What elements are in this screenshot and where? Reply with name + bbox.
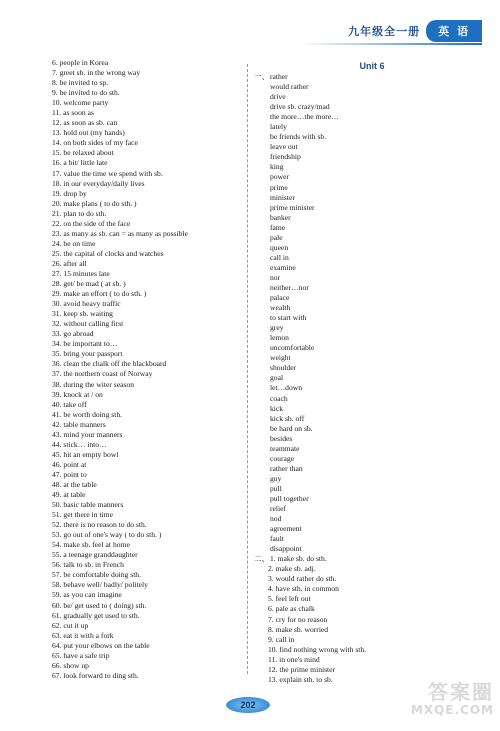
phrase-item: 54. make sb. feel at home <box>52 540 130 550</box>
phrase-item: 16. a bit/ little late <box>52 158 108 168</box>
phrase-item: 55. a teenage granddaughter <box>52 550 138 560</box>
phrase-item: 32. without calling first <box>52 319 124 329</box>
phrase-item: 51. get there in time <box>52 510 113 520</box>
word-item: grey <box>270 323 284 333</box>
word-item: rather than <box>270 463 303 473</box>
phrase-item: 13. hold out (my hands) <box>52 128 125 138</box>
phrase-item: 45. hit an empty bowl <box>52 449 119 459</box>
phrase-item: 4. have sth. in common <box>268 584 339 594</box>
word-item: pull <box>270 483 282 493</box>
word-item: kick <box>270 403 284 413</box>
phrase-item: 29. make an effort ( to do sth. ) <box>52 289 147 299</box>
word-item: friendship <box>270 152 301 162</box>
word-item: drive <box>270 92 286 102</box>
phrase-item: 37. the northern coast of Norway <box>52 369 153 379</box>
word-item: palace <box>270 293 290 303</box>
phrase-item: 60. be/ get used to ( doing) sth. <box>52 600 147 610</box>
phrase-item: 22. on the side of the face <box>52 218 131 228</box>
word-item: minister <box>270 192 295 202</box>
phrase-item: 33. go abroad <box>52 329 94 339</box>
phrase-item: 30. avoid heavy traffic <box>52 299 121 309</box>
phrase-item: 57. be comfortable doing sth. <box>52 570 141 580</box>
phrase-item: 12. the prime minister <box>268 664 336 674</box>
word-item: be friends with sb. <box>270 132 327 142</box>
phrase-item: 52. there is no reason to do sth. <box>52 520 147 530</box>
word-item: lately <box>270 122 287 132</box>
phrase-item: 36. clean the chalk off the blackboard <box>52 359 167 369</box>
word-item: the more…the more… <box>270 112 339 122</box>
word-item: prime <box>270 182 288 192</box>
phrase-item: 59. as you can imagine <box>52 590 122 600</box>
section-one-first <box>254 72 454 82</box>
word-item: to start with <box>270 313 307 323</box>
word-item: disappoint <box>270 544 302 554</box>
word-item: would rather <box>270 82 309 92</box>
word-item: nor <box>270 272 281 282</box>
page-number: 202 <box>226 697 270 713</box>
right-column <box>254 60 454 685</box>
phrase-item: 42. table manners <box>52 419 106 429</box>
phrase-item: 15. be relaxed about <box>52 148 114 158</box>
phrase-item: 35. bring your passport <box>52 349 123 359</box>
phrase-item: 14. on both sides of my face <box>52 138 138 148</box>
section-two-first-item: 1. make sb. do sth. <box>270 554 327 564</box>
phrase-item: 11. in one's mind <box>268 654 320 664</box>
section-two-mark: 二、 <box>254 554 270 564</box>
word-item: pull together <box>270 493 309 503</box>
section-two-first <box>254 554 454 564</box>
phrase-item: 13. explain sth. to sb. <box>268 674 333 684</box>
header-divider <box>300 43 482 45</box>
phrase-item: 67. look forward to ding sth. <box>52 670 139 680</box>
phrase-item: 25. the capital of clocks and watches <box>52 248 164 258</box>
book-title: 九年级全一册 <box>348 25 421 38</box>
watermark-bottom: MXQE.COM <box>410 703 494 717</box>
watermark-top: 答案圈 <box>428 680 494 704</box>
phrase-item: 12. as soon as sb. can <box>52 118 118 128</box>
word-item: besides <box>270 433 293 443</box>
section-one-first-word: rather <box>270 72 288 81</box>
phrase-item: 31. keep sb. waiting <box>52 309 113 319</box>
phrase-item: 18. in our everyday/daily lives <box>52 178 145 188</box>
phrase-item: 28. get/ be mad ( at sb. ) <box>52 279 126 289</box>
phrase-item: 26. after all <box>52 258 87 268</box>
phrase-item: 5. feel left out <box>268 594 311 604</box>
word-item: king <box>270 162 284 172</box>
word-item: uncomfortable <box>270 343 315 353</box>
phrase-item: 7. cry for no reason <box>268 614 328 624</box>
phrase-item: 66. show up <box>52 660 89 670</box>
phrase-item: 21. plan to do sth. <box>52 208 107 218</box>
word-item: prime minister <box>270 202 315 212</box>
watermark-logo <box>408 681 494 723</box>
unit-title: Unit 6 <box>359 61 385 71</box>
phrase-item: 38. during the witer season <box>52 379 135 389</box>
word-item: call in <box>270 252 289 262</box>
phrase-item: 20. make plans ( to do sth. ) <box>52 198 137 208</box>
word-item: drive sb. crazy/mad <box>270 102 330 112</box>
page-header <box>348 20 482 42</box>
phrase-item: 56. talk to sb. in French <box>52 560 124 570</box>
word-item: wealth <box>270 303 291 313</box>
phrase-item: 49. at table <box>52 490 86 500</box>
phrase-item: 63. eat it with a fork <box>52 630 114 640</box>
phrase-item: 17. value the time we spend with sb. <box>52 168 163 178</box>
word-item: leave out <box>270 142 298 152</box>
phrase-item: 9. call in <box>268 634 295 644</box>
section-one-mark: 一、 <box>254 72 270 81</box>
phrase-item: 47. point to <box>52 469 87 479</box>
section-two-list <box>254 564 454 685</box>
word-item: guy <box>270 473 282 483</box>
phrase-item: 61. gradually get used to sth. <box>52 610 140 620</box>
phrase-item: 50. basic table manners <box>52 500 124 510</box>
phrase-item: 40. take off <box>52 399 87 409</box>
word-item: let…down <box>270 383 303 393</box>
word-item: pale <box>270 232 283 242</box>
phrase-item: 62. cut it up <box>52 620 89 630</box>
word-item: neither…nor <box>270 282 309 292</box>
phrase-item: 23. as many as sb. can = as many as possible <box>52 228 188 238</box>
phrase-item: 41. be worth doing sth. <box>52 409 123 419</box>
word-item: queen <box>270 242 289 252</box>
word-item: coach <box>270 393 288 403</box>
section-one-list <box>254 82 454 554</box>
subject-badge: 英 语 <box>426 20 482 42</box>
word-item: banker <box>270 212 291 222</box>
phrase-item: 65. have a safe trip <box>52 650 110 660</box>
word-item: nod <box>270 514 282 524</box>
word-item: fame <box>270 222 286 232</box>
phrase-item: 43. mind your manners <box>52 429 123 439</box>
phrase-item: 10. find nothing wrong with sth. <box>268 644 367 654</box>
phrase-item: 46. point at <box>52 459 87 469</box>
phrase-item: 24. be on time <box>52 238 96 248</box>
column-divider <box>247 64 248 674</box>
phrase-item: 34. be important to… <box>52 339 118 349</box>
phrase-item: 58. behave well/ badly/ politely <box>52 580 148 590</box>
word-item: teammate <box>270 443 300 453</box>
word-item: weight <box>270 353 291 363</box>
word-item: examine <box>270 262 296 272</box>
left-column <box>52 58 242 681</box>
phrase-item: 53. go out of one's way ( to do sth. ) <box>52 530 162 540</box>
word-item: agreement <box>270 524 302 534</box>
word-item: goal <box>270 373 284 383</box>
phrase-item: 10. welcome party <box>52 98 109 108</box>
word-item: courage <box>270 453 295 463</box>
phrase-item: 11. as soon as <box>52 108 94 118</box>
phrase-item: 27. 15 minutes late <box>52 268 110 278</box>
phrase-item: 39. knock at / on <box>52 389 103 399</box>
word-item: relief <box>270 504 287 514</box>
phrase-item: 64. put your elbows on the table <box>52 640 150 650</box>
phrase-item: 6. people in Korea <box>52 58 109 67</box>
phrase-item: 8. be invited to sp. <box>52 78 109 88</box>
phrase-item: 44. stick… into… <box>52 439 107 449</box>
word-item: shoulder <box>270 363 297 373</box>
phrase-item: 7. greet sb. in the wrong way <box>52 68 141 78</box>
word-item: power <box>270 172 289 182</box>
phrase-item: 3. would rather do sth. <box>268 574 337 584</box>
phrase-item: 6. pale as chalk <box>268 604 315 614</box>
word-item: be hard on sb. <box>270 423 313 433</box>
word-item: kick sb. off <box>270 413 305 423</box>
word-item: lemon <box>270 333 289 343</box>
phrase-item: 48. at the table <box>52 479 97 489</box>
phrase-item: 2. make sb. adj. <box>268 564 316 574</box>
phrase-item: 19. drop by <box>52 188 87 198</box>
phrase-item: 9. be invited to do sth. <box>52 88 120 98</box>
word-item: fault <box>270 534 284 544</box>
phrase-item: 8. make sb. worried <box>268 624 329 634</box>
